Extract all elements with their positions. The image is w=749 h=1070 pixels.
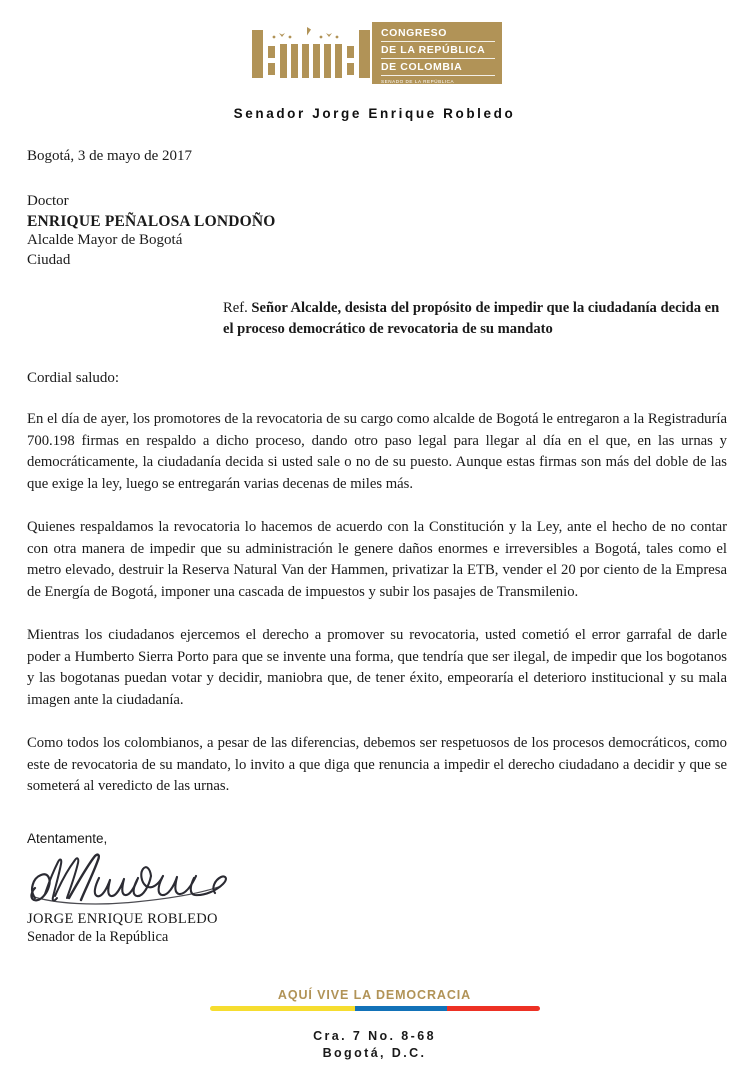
logo-line-colombia: DE COLOMBIA [381, 61, 495, 76]
footer-address-city: Bogotá, D.C. [322, 1046, 427, 1060]
addressee-block [27, 192, 727, 270]
flag-stripe-red [447, 1006, 539, 1011]
addressee-city: Ciudad [27, 251, 71, 268]
flag-stripe-yellow [210, 1006, 355, 1011]
addressee-title: Doctor [27, 193, 69, 209]
page-footer [0, 988, 749, 1062]
footer-address-street: Cra. 7 No. 8-68 [313, 1029, 436, 1043]
logo-text-box [372, 22, 502, 84]
greeting-line: Cordial saludo: [27, 370, 120, 386]
footer-address [0, 1028, 749, 1062]
date-line: Bogotá, 3 de mayo de 2017 [27, 148, 192, 164]
flag-stripe-blue [355, 1006, 447, 1011]
signature-area [27, 848, 727, 910]
footer-slogan: AQUÍ VIVE LA DEMOCRACIA [277, 988, 472, 1002]
signer-title: Senador de la República [27, 928, 169, 945]
body-paragraph-1: En el día de ayer, los promotores de la revocatoria de su cargo como alcalde de Bogotá le entregaron a la Registraduría 700.198 firmas en respaldo a dicho proceso, dando otro paso legal para llegar al día en el que, en las urnas y democráticamente, la ciudadanía decida si usted sale o no de su puesto. Aunque estas firmas son más del doble de las que exige la ley, luego se entregarán varias decenas de miles más. [27, 411, 727, 492]
reference-block [223, 298, 724, 340]
letterhead [0, 0, 749, 84]
addressee-position: Alcalde Mayor de Bogotá [27, 232, 183, 248]
capitol-columns-icon [247, 22, 372, 84]
congreso-logo [247, 22, 502, 84]
body-paragraph-4: Como todos los colombianos, a pesar de las diferencias, debemos ser respetuosos de los procesos democráticos, como este de revocatoria de su mandato, lo invito a que diga que renuncia a impedir el derecho ciudadano a decidir y que se someterá al veredicto de las urnas. [27, 735, 727, 794]
colombia-flag-bar [210, 1006, 540, 1011]
closing-line: Atentamente, [27, 830, 108, 846]
body-paragraph-2: Quienes respaldamos la revocatoria lo hacemos de acuerdo con la Constitución y la Ley, ante el hecho de no contar con otra manera de impedir que su administración le genere daños enormes e irreversibles a Bogotá, tales como el metro elevado, destruir la Reserva Natural Van der Hammen, privatizar la ETB, vender el 20 por ciento de la Empresa de Energía de Bogotá, imponer una cascada de impuestos y subir los pasajes de Transmilenio. [27, 519, 727, 600]
signer-name: JORGE ENRIQUE ROBLEDO [27, 910, 218, 927]
handwritten-signature-image [25, 848, 245, 910]
reference-text: Señor Alcalde, desista del propósito de impedir que la ciudadanía decida en el proceso democrático de revocatoria de su mandato [223, 300, 720, 337]
addressee-name: ENRIQUE PEÑALOSA LONDOÑO [27, 212, 276, 230]
reference-label: Ref. [223, 300, 248, 316]
logo-subtitle-senado: SENADO DE LA REPÚBLICA [381, 79, 455, 84]
logo-line-congreso: CONGRESO [381, 27, 495, 42]
logo-line-republica: DE LA REPÚBLICA [381, 44, 495, 59]
letter-body [0, 148, 749, 946]
body-paragraph-3: Mientras los ciudadanos ejercemos el derecho a promover su revocatoria, usted cometió el error garrafal de darle poder a Humberto Sierra Porto para que se invente una forma, que tendría que ser ilegal, de impedir que los bogotanos y las bogotanas puedan votar y decidir, maniobra que, de tener éxito, empeoraría el deterioro institucional y su mala imagen ante la ciudadanía. [27, 627, 727, 708]
senator-name-heading: Senador Jorge Enrique Robledo [233, 106, 516, 121]
